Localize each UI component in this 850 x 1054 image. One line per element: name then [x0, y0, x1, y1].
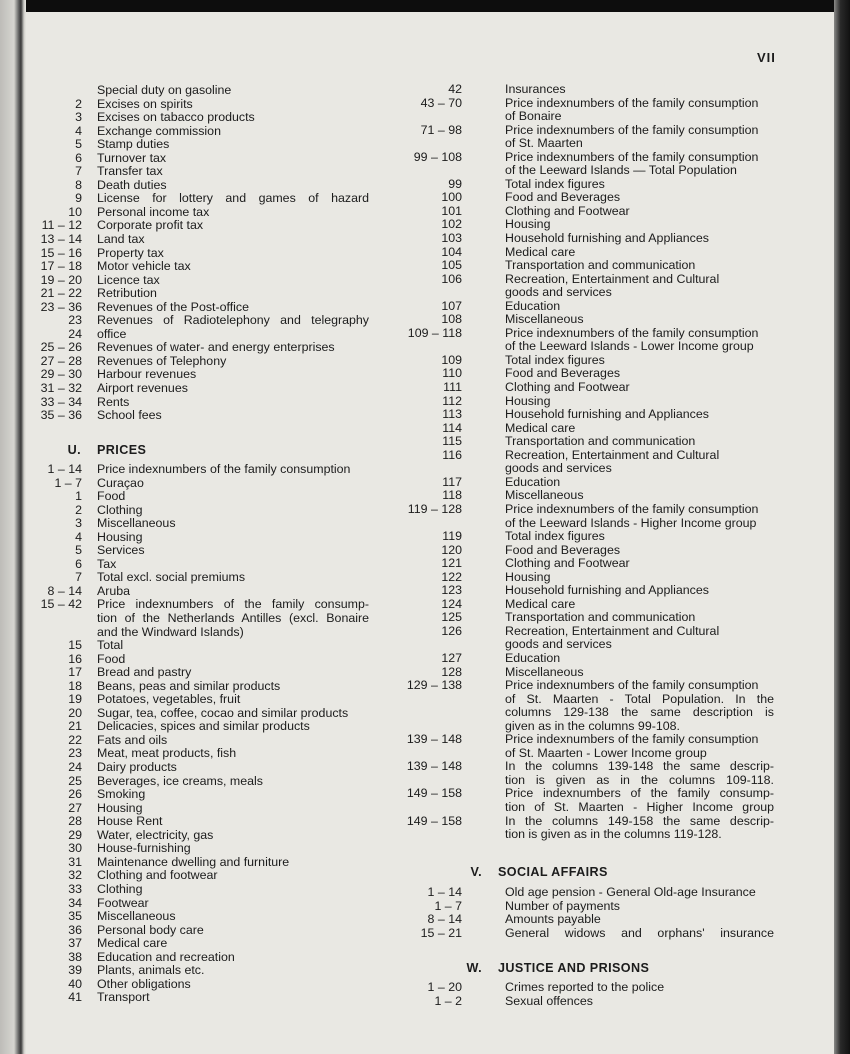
- table-number: 117: [442, 474, 462, 489]
- section-letter: U.: [67, 443, 81, 457]
- table-number: 109: [441, 352, 462, 367]
- table-description: Food: [97, 489, 126, 504]
- table-description: Crimes reported to the police: [505, 980, 665, 994]
- table-number: 1 – 20: [427, 980, 462, 994]
- table-number: 119 – 128: [407, 501, 462, 516]
- table-number: 4: [75, 529, 82, 544]
- table-description: Recreation, Entertainment and Cultural: [505, 623, 720, 638]
- table-description: Dairy products: [97, 760, 177, 775]
- table-description: School fees: [97, 408, 162, 423]
- table-description: given as in the columns 99-108.: [505, 718, 680, 733]
- table-description: Price indexnumbers of the family consumption: [505, 732, 759, 747]
- table-description: Clothing: [97, 502, 143, 517]
- table-description: goods and services: [505, 637, 612, 652]
- table-description: Old age pension - General Old-age Insurance: [505, 885, 756, 899]
- table-description: of the Leeward Islands - Lower Income group: [505, 339, 754, 354]
- table-description: In the columns 149-158 the same descrip-: [505, 814, 774, 828]
- table-description: Total: [97, 638, 124, 653]
- table-description: Transport: [97, 990, 150, 1005]
- table-description: Plants, animals etc.: [97, 963, 205, 978]
- table-description: Revenues of the Post-office: [97, 299, 249, 314]
- table-description: Medical care: [505, 244, 576, 259]
- table-description: Miscellaneous: [97, 909, 176, 924]
- table-number: 16: [68, 651, 82, 666]
- table-description: Beverages, ice creams, meals: [97, 773, 263, 788]
- table-number: 6: [75, 556, 82, 571]
- table-number: 27: [68, 800, 82, 815]
- table-description: Number of payments: [505, 898, 621, 913]
- table-description: Medical care: [97, 936, 168, 951]
- table-description: of St. Maarten: [505, 136, 583, 151]
- table-number: 3: [75, 516, 82, 531]
- table-description: Price indexnumbers of the family consumption: [505, 95, 759, 110]
- table-number: 106: [441, 271, 462, 286]
- table-description: Medical care: [505, 420, 576, 435]
- table-description: Price indexnumbers of the family consumption: [505, 325, 759, 340]
- table-number: 15 – 21: [420, 925, 462, 940]
- table-description: Price indexnumbers of the family consumption: [505, 501, 759, 516]
- table-description: House-furnishing: [97, 841, 191, 856]
- table-number: 124: [441, 596, 462, 611]
- table-description: Turnover tax: [97, 150, 167, 165]
- table-description: office: [97, 326, 127, 341]
- table-description: Other obligations: [97, 976, 191, 991]
- table-number: 25 – 26: [40, 340, 82, 355]
- book-spine-shadow: [0, 0, 26, 1054]
- table-description: Aruba: [97, 583, 131, 598]
- table-description: Price indexnumbers of the family consumption: [505, 122, 759, 137]
- table-number: 115: [442, 434, 462, 449]
- table-description: Amounts payable: [505, 912, 601, 927]
- table-description: Housing: [97, 800, 143, 815]
- table-description: Price indexnumbers of the family consumption: [97, 462, 351, 476]
- table-number: 37: [68, 936, 82, 951]
- table-number: 10: [68, 204, 82, 219]
- table-description: Education: [505, 298, 561, 313]
- table-number: 4: [75, 123, 82, 138]
- table-number: 30: [68, 841, 82, 856]
- page-number: VII: [757, 50, 776, 65]
- table-number: 40: [68, 976, 82, 991]
- table-number: 126: [441, 623, 462, 638]
- table-description: tion of the Netherlands Antilles (excl. Bonaire: [97, 612, 369, 626]
- section-letter: W.: [466, 961, 482, 975]
- table-number: 8: [75, 177, 82, 192]
- table-number: 8 – 14: [47, 583, 82, 598]
- table-description: Water, electricity, gas: [97, 827, 214, 842]
- table-description: Housing: [505, 569, 551, 584]
- section-letter: V.: [470, 865, 482, 879]
- table-number: 118: [442, 488, 462, 503]
- table-number: 7: [75, 570, 82, 585]
- table-description: goods and services: [505, 461, 612, 476]
- table-description: Exchange commission: [97, 123, 221, 138]
- table-number: 23: [68, 313, 82, 328]
- table-number: 129 – 138: [406, 678, 462, 693]
- table-number: 24: [68, 326, 82, 341]
- table-number: 33 – 34: [40, 394, 82, 409]
- table-description: Death duties: [97, 177, 167, 192]
- table-number: 17 – 18: [40, 259, 82, 274]
- table-number: 114: [442, 420, 462, 435]
- table-number: 127: [441, 650, 462, 665]
- table-description: Miscellaneous: [505, 488, 584, 503]
- table-number: 125: [441, 610, 462, 625]
- table-number: 41: [68, 990, 82, 1005]
- table-number: 1 – 14: [427, 885, 462, 899]
- table-description: Clothing and Footwear: [505, 380, 630, 395]
- table-number: 5: [75, 543, 82, 558]
- table-number: 149 – 158: [406, 786, 462, 801]
- table-number: 36: [68, 922, 82, 937]
- table-number: 139 – 148: [406, 759, 462, 774]
- table-description: Education: [505, 650, 561, 665]
- table-description: Total index figures: [505, 529, 605, 544]
- table-number: 121: [441, 556, 462, 571]
- table-description: Education: [505, 474, 561, 489]
- table-description: of St. Maarten - Lower Income group: [505, 745, 707, 760]
- table-description: of the Leeward Islands - Higher Income group: [505, 515, 757, 530]
- table-description: Tax: [97, 556, 117, 571]
- table-description: Personal body care: [97, 922, 204, 937]
- table-number: 25: [68, 773, 82, 788]
- table-description: Potatoes, vegetables, fruit: [97, 692, 241, 707]
- table-number: 32: [68, 868, 82, 883]
- table-description: House Rent: [97, 814, 163, 829]
- table-description: Revenues of Radiotelephony and telegraphy: [97, 314, 369, 328]
- table-description: Footwear: [97, 895, 149, 910]
- table-number: 99 – 108: [413, 149, 462, 164]
- table-number: 1: [75, 489, 82, 504]
- table-number: 15 – 16: [40, 245, 82, 260]
- table-description: Household furnishing and Appliances: [505, 407, 709, 422]
- table-description: Special duty on gasoline: [97, 83, 232, 97]
- table-number: 26: [68, 787, 82, 802]
- table-description: Price indexnumbers of the family consump-: [97, 598, 369, 612]
- table-description: tion is given as in the columns 109-118.: [505, 773, 774, 787]
- table-description: Stamp duties: [97, 137, 170, 152]
- table-description: Transportation and communication: [505, 610, 696, 625]
- scan-right-border: [834, 0, 850, 1054]
- table-description: Miscellaneous: [97, 516, 176, 531]
- table-description: tion of St. Maarten - Higher Income group: [505, 800, 774, 814]
- table-description: License for lottery and games of hazard: [97, 192, 369, 206]
- table-number: 21: [68, 719, 82, 734]
- table-number: 35 – 36: [40, 408, 82, 423]
- table-description: Airport revenues: [97, 381, 188, 396]
- table-number: 43 – 70: [420, 95, 462, 110]
- table-description: Clothing: [97, 881, 143, 896]
- table-description: Motor vehicle tax: [97, 259, 191, 274]
- table-description: Land tax: [97, 232, 145, 247]
- table-number: 3: [75, 110, 82, 125]
- table-description: Transfer tax: [97, 164, 163, 179]
- table-number: 110: [442, 366, 462, 381]
- table-description: Insurances: [505, 82, 566, 96]
- table-number: 31: [68, 854, 82, 869]
- table-number: 1 – 7: [434, 898, 462, 913]
- table-description: Licence tax: [97, 272, 160, 287]
- table-number: 100: [441, 190, 462, 205]
- table-number: 101: [441, 203, 462, 218]
- table-description: Transportation and communication: [505, 258, 696, 273]
- section-u-heading: [67, 443, 147, 457]
- table-number: 116: [442, 447, 462, 462]
- section-v-heading: [470, 865, 608, 879]
- table-number: 102: [441, 217, 462, 232]
- table-description: Price indexnumbers of the family consumption: [505, 678, 759, 693]
- table-number: 128: [441, 664, 462, 679]
- table-number: 113: [442, 407, 462, 422]
- table-number: 149 – 158: [406, 813, 462, 828]
- table-number: 24: [68, 760, 82, 775]
- table-description: Housing: [505, 393, 551, 408]
- table-description: Clothing and Footwear: [505, 203, 630, 218]
- table-number: 1 – 2: [434, 993, 462, 1008]
- table-number: 108: [441, 312, 462, 327]
- table-number: 27 – 28: [40, 353, 82, 368]
- table-description: Total index figures: [505, 176, 605, 191]
- table-description: Price indexnumbers of the family consump-: [505, 787, 774, 801]
- table-number: 111: [443, 380, 462, 395]
- table-number: 6: [75, 150, 82, 165]
- table-number: 15 – 42: [40, 597, 82, 612]
- section-w-heading: [466, 961, 650, 975]
- table-description: and the Windward Islands): [97, 624, 244, 639]
- table-number: 29 – 30: [40, 367, 82, 382]
- table-description: Maintenance dwelling and furniture: [97, 854, 290, 869]
- table-description: Education and recreation: [97, 949, 235, 964]
- table-number: 99: [448, 176, 462, 191]
- table-description: of the Leeward Islands — Total Population: [505, 163, 737, 178]
- table-number: 35: [68, 909, 82, 924]
- table-number: 33: [68, 881, 82, 896]
- table-description: Sugar, tea, coffee, cocao and similar products: [97, 705, 349, 720]
- table-description: Total index figures: [505, 352, 605, 367]
- table-description: Total excl. social premiums: [97, 570, 246, 585]
- table-number: 17: [68, 665, 82, 680]
- table-number: 122: [441, 569, 462, 584]
- table-number: 104: [441, 244, 462, 259]
- table-number: 28: [68, 814, 82, 829]
- table-description: Services: [97, 543, 145, 558]
- table-description: Revenues of water- and energy enterprises: [97, 340, 335, 355]
- table-number: 123: [441, 583, 462, 598]
- table-number: 1 – 7: [54, 475, 82, 490]
- table-number: 2: [75, 502, 82, 517]
- table-description: Harbour revenues: [97, 367, 197, 382]
- table-number: 18: [68, 678, 82, 693]
- table-description: Revenues of Telephony: [97, 353, 227, 368]
- table-number: 139 – 148: [406, 732, 462, 747]
- table-description: Miscellaneous: [505, 312, 584, 327]
- table-description: Clothing and footwear: [97, 868, 218, 883]
- table-description: Sexual offences: [505, 993, 593, 1008]
- table-number: 15: [68, 638, 82, 653]
- table-description: Food and Beverages: [505, 542, 621, 557]
- table-description: Food and Beverages: [505, 366, 621, 381]
- table-description: Retribution: [97, 286, 157, 301]
- table-number: 13 – 14: [40, 232, 82, 247]
- table-description: General widows and orphans' insurance: [505, 926, 774, 940]
- table-description: goods and services: [505, 285, 612, 300]
- table-number: 38: [68, 949, 82, 964]
- table-description: columns 129-138 the same description is: [505, 706, 774, 720]
- section-title: SOCIAL AFFAIRS: [498, 865, 608, 879]
- table-number: 19 – 20: [40, 272, 82, 287]
- table-description: Transportation and communication: [505, 434, 696, 449]
- table-number: 11 – 12: [41, 218, 82, 233]
- table-description: Household furnishing and Appliances: [505, 583, 709, 598]
- table-number: 20: [68, 705, 82, 720]
- table-number: 23: [68, 746, 82, 761]
- table-description: Recreation, Entertainment and Cultural: [505, 271, 720, 286]
- table-number: 21 – 22: [40, 286, 82, 301]
- table-description: Excises on tabacco products: [97, 110, 255, 125]
- table-description: Meat, meat products, fish: [97, 746, 237, 761]
- scan-top-border: [0, 0, 850, 12]
- table-number: 29: [68, 827, 82, 842]
- table-number: 42: [448, 82, 462, 96]
- table-description: Curaçao: [97, 475, 144, 490]
- table-number: 22: [68, 732, 82, 747]
- table-number: 112: [442, 393, 462, 408]
- table-number: 109 – 118: [407, 325, 462, 340]
- table-number: 71 – 98: [420, 122, 462, 137]
- table-description: Household furnishing and Appliances: [505, 231, 709, 246]
- section-title: PRICES: [97, 443, 147, 457]
- table-number: 7: [75, 164, 82, 179]
- table-description: Smoking: [97, 787, 146, 802]
- table-description: Housing: [97, 529, 143, 544]
- table-description: Personal income tax: [97, 204, 210, 219]
- table-description: Food: [97, 651, 126, 666]
- section-title: JUSTICE AND PRISONS: [498, 961, 650, 975]
- table-number: 107: [441, 298, 462, 313]
- table-description: Property tax: [97, 245, 164, 260]
- table-number: 1 – 14: [47, 462, 82, 476]
- table-description: Recreation, Entertainment and Cultural: [505, 447, 720, 462]
- table-number: 34: [68, 895, 82, 910]
- table-number: 19: [68, 692, 82, 707]
- table-number: 105: [441, 258, 462, 273]
- table-description: tion is given as in the columns 119-128.: [505, 827, 722, 842]
- table-description: Beans, peas and similar products: [97, 678, 281, 693]
- table-description: Delicacies, spices and similar products: [97, 719, 310, 734]
- table-description: In the columns 139-148 the same descrip-: [505, 760, 774, 774]
- table-description: of Bonaire: [505, 109, 562, 124]
- table-description: Housing: [505, 217, 551, 232]
- table-description: Fats and oils: [97, 732, 168, 747]
- table-number: 31 – 32: [40, 381, 82, 396]
- table-number: 5: [75, 137, 82, 152]
- table-description: Rents: [97, 394, 130, 409]
- table-description: Medical care: [505, 596, 576, 611]
- table-number: 39: [68, 963, 82, 978]
- table-description: Miscellaneous: [505, 664, 584, 679]
- table-number: 119: [442, 529, 462, 544]
- table-number: 120: [441, 542, 462, 557]
- table-description: Bread and pastry: [97, 665, 192, 680]
- table-description: Corporate profit tax: [97, 218, 204, 233]
- table-description: Food and Beverages: [505, 190, 621, 205]
- table-number: 8 – 14: [427, 912, 462, 927]
- table-description: Price indexnumbers of the family consumption: [505, 149, 759, 164]
- table-number: 23 – 36: [40, 299, 82, 314]
- table-number: 103: [441, 231, 462, 246]
- table-description: of St. Maarten - Total Population. In the: [505, 692, 774, 706]
- table-number: 2: [75, 96, 82, 111]
- table-number: 9: [75, 191, 82, 206]
- table-description: Clothing and Footwear: [505, 556, 630, 571]
- table-description: Excises on spirits: [97, 96, 193, 111]
